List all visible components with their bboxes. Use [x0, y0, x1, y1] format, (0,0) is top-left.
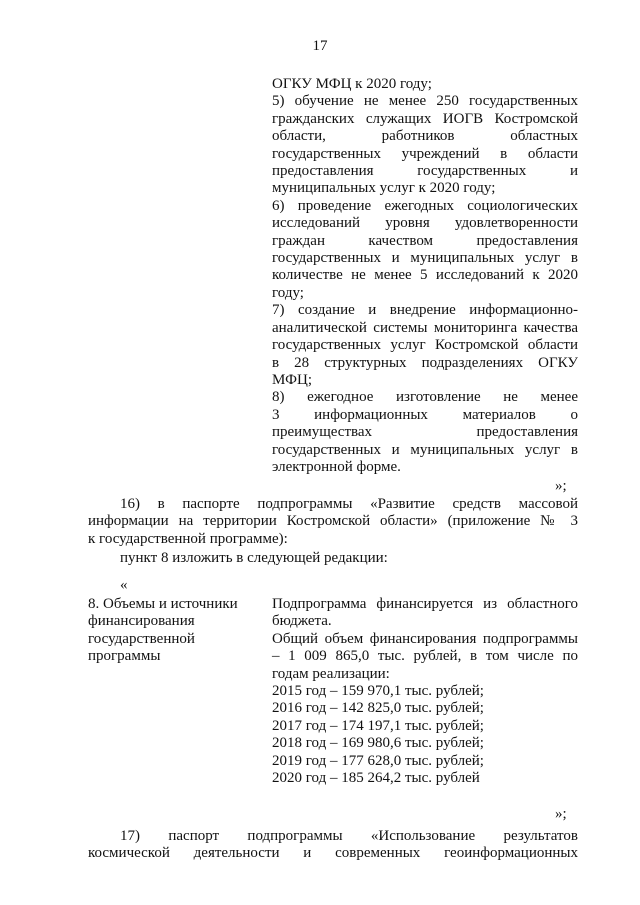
- list-line: 6) проведение ежегодных социологических: [272, 197, 578, 214]
- list-line: гражданских служащих ИОГВ Костромской: [272, 110, 578, 127]
- list-line: в 28 структурных подразделениях ОГКУ: [272, 354, 578, 371]
- financing-line: 2018 год – 169 980,6 тыс. рублей;: [272, 735, 484, 752]
- point-8-text: пункт 8 изложить в следующей редакции:: [120, 550, 388, 566]
- financing-line: годам реализации:: [272, 665, 390, 682]
- item-16-line: к государственной программе):: [88, 530, 288, 547]
- financing-line: 2019 год – 177 628,0 тыс. рублей;: [272, 752, 484, 769]
- item-16-line: 16) в паспорте подпрограммы «Развитие средств массовой: [120, 496, 578, 512]
- financing-line: Подпрограмма финансируется из областного: [272, 596, 578, 612]
- left-cell-line: финансирования: [88, 613, 195, 630]
- list-line: государственных и муниципальных услуг в: [272, 441, 578, 458]
- list-continuation: [272, 76, 578, 476]
- list-line: предоставления государственных и: [272, 163, 578, 180]
- left-cell-line: государственной: [88, 630, 195, 647]
- financing-line: 2017 год – 174 197,1 тыс. рублей;: [272, 717, 484, 734]
- page-number: 17: [312, 38, 328, 54]
- list-line: муниципальных услуг к 2020 году;: [272, 180, 496, 197]
- table-left-cell: [88, 596, 258, 666]
- list-line: преимуществах предоставления: [272, 424, 578, 441]
- table-closing-quote: »;: [555, 806, 567, 822]
- list-line: количестве не менее 5 исследований к 2020: [272, 267, 578, 284]
- financing-line: 2016 год – 142 825,0 тыс. рублей;: [272, 700, 484, 717]
- list-line: МФЦ;: [272, 371, 312, 388]
- list-line: исследований уровня удовлетворенности: [272, 215, 578, 232]
- item-17-paragraph: [88, 828, 578, 863]
- list-line: области, работников областных: [272, 128, 578, 145]
- financing-line: 2020 год – 185 264,2 тыс. рублей: [272, 770, 480, 787]
- opening-quote: «: [120, 577, 128, 593]
- list-line: граждан качеством предоставления: [272, 232, 578, 249]
- financing-line: 2015 год – 159 970,1 тыс. рублей;: [272, 683, 484, 700]
- financing-line: Общий объем финансирования подпрограммы: [272, 630, 578, 647]
- item-16-paragraph: [88, 496, 578, 548]
- item-16-line: информации на территории Костромской области» (приложение № 3: [88, 513, 578, 530]
- closing-quote: »;: [555, 478, 567, 494]
- list-line: 5) обучение не менее 250 государственных: [272, 93, 578, 110]
- list-line: аналитической системы мониторинга качества: [272, 319, 578, 336]
- table-right-cell: [272, 596, 578, 787]
- left-cell-line: программы: [88, 648, 161, 665]
- financing-line: – 1 009 865,0 тыс. рублей, в том числе по: [272, 648, 578, 665]
- point-8-instruction: [88, 550, 578, 567]
- list-line: государственных учреждений в области: [272, 145, 578, 162]
- item-17-line: 17) паспорт подпрограммы «Использование результатов: [120, 828, 578, 844]
- list-line: 8) ежегодное изготовление не менее: [272, 389, 578, 406]
- list-line: году;: [272, 284, 304, 301]
- list-line: электронной форме.: [272, 458, 401, 475]
- list-line: 7) создание и внедрение информационно-: [272, 302, 578, 319]
- list-line: государственных услуг Костромской области: [272, 337, 578, 354]
- left-cell-line: 8. Объемы и источники: [88, 596, 238, 612]
- list-line: 3 информационных материалов о: [272, 406, 578, 423]
- financing-line: бюджета.: [272, 613, 332, 630]
- item-17-line: космической деятельности и современных геоинформационных: [88, 845, 578, 862]
- list-line: государственных и муниципальных услуг в: [272, 250, 578, 267]
- list-line: ОГКУ МФЦ к 2020 году;: [272, 76, 432, 92]
